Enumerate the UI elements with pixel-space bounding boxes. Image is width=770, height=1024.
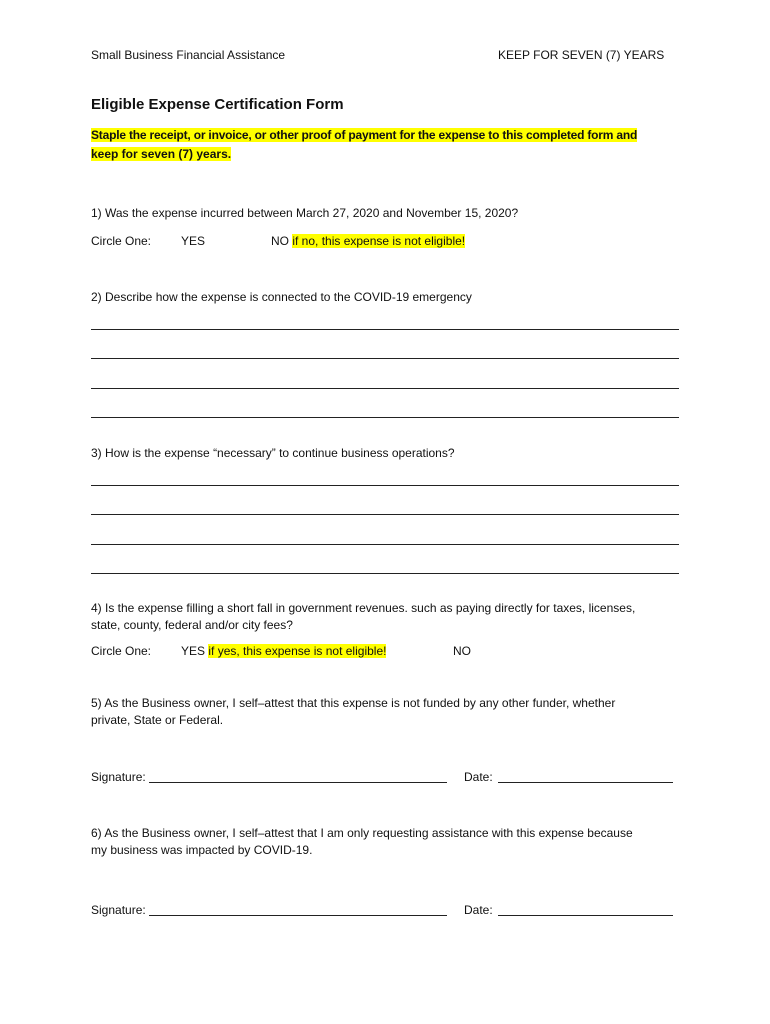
question-6-date-field[interactable] [498, 915, 673, 916]
question-4-text-line-2: state, county, federal and/or city fees? [91, 618, 293, 632]
question-6-date-label: Date: [464, 903, 493, 917]
instruction-line-2: keep for seven (7) years. [91, 147, 232, 161]
question-1-no-option[interactable]: NO [271, 234, 289, 248]
question-1-no-note: if no, this expense is not eligible! [292, 234, 466, 248]
question-2-text: 2) Describe how the expense is connected to the COVID-19 emergency [91, 290, 472, 304]
question-2-answer-line[interactable] [91, 329, 679, 330]
question-4-yes-option[interactable]: YES [181, 644, 206, 658]
question-3-answer-line[interactable] [91, 544, 679, 545]
instruction-line-1: Staple the receipt, or invoice, or other proof of payment for the expense to this completed form and [91, 128, 638, 142]
question-6-text-line-2: my business was impacted by COVID-19. [91, 843, 313, 857]
question-2-answer-line[interactable] [91, 417, 679, 418]
header-right: KEEP FOR SEVEN (7) YEARS [498, 48, 665, 62]
question-4-no-option[interactable]: NO [453, 644, 471, 658]
question-3-answer-line[interactable] [91, 573, 679, 574]
question-1-yes-option[interactable]: YES [181, 234, 206, 248]
question-5-date-label: Date: [464, 770, 493, 784]
question-6-text-line-1: 6) As the Business owner, I self–attest that I am only requesting assistance with this expense because [91, 826, 633, 840]
question-1-circle-label: Circle One: [91, 234, 152, 248]
question-1-text: 1) Was the expense incurred between March 27, 2020 and November 15, 2020? [91, 206, 519, 220]
question-3-answer-line[interactable] [91, 485, 679, 486]
header-left: Small Business Financial Assistance [91, 48, 286, 62]
question-5-text-line-2: private, State or Federal. [91, 713, 224, 727]
question-5-text-line-1: 5) As the Business owner, I self–attest that this expense is not funded by any other funder, whether [91, 696, 616, 710]
question-6-signature-label: Signature: [91, 903, 146, 917]
question-4-text-line-1: 4) Is the expense filling a short fall in government revenues. such as paying directly for taxes, licenses, [91, 601, 636, 615]
question-5-signature-label: Signature: [91, 770, 146, 784]
question-4-circle-label: Circle One: [91, 644, 152, 658]
question-6-signature-field[interactable] [149, 915, 447, 916]
question-3-answer-line[interactable] [91, 514, 679, 515]
question-5-signature-field[interactable] [149, 782, 447, 783]
question-5-date-field[interactable] [498, 782, 673, 783]
question-2-answer-line[interactable] [91, 358, 679, 359]
form-title: Eligible Expense Certification Form [91, 96, 344, 113]
question-4-yes-note: if yes, this expense is not eligible! [208, 644, 387, 658]
question-2-answer-line[interactable] [91, 388, 679, 389]
question-3-text: 3) How is the expense “necessary” to continue business operations? [91, 446, 455, 460]
